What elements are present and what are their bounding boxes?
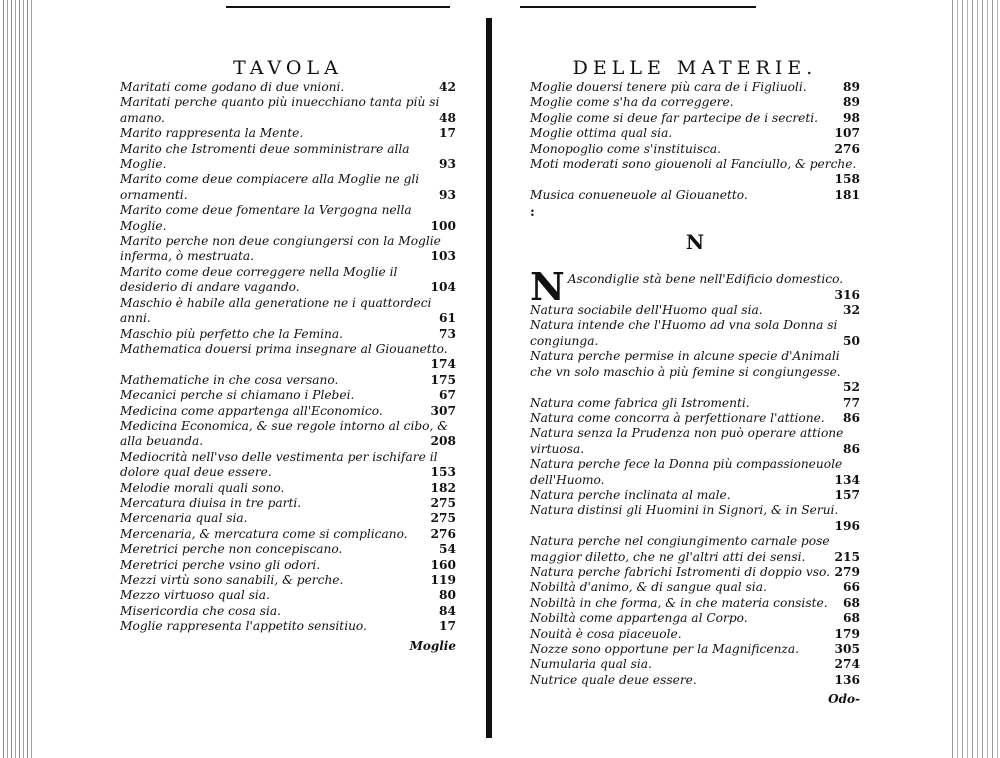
entry-page-number: 52 <box>843 380 860 395</box>
entry-page-number: 66 <box>843 580 860 595</box>
entry-page-number: 54 <box>439 542 456 557</box>
entry-text: Ascondiglie stà bene nell'Edificio domestico. <box>567 272 844 287</box>
entry-text: Medicina Economica, & sue regole intorno al cibo, & alla beuanda. <box>120 418 449 449</box>
entry-page-number: 274 <box>834 657 860 672</box>
entry-text: Nozze sono opportune per la Magnificenza. <box>530 642 799 656</box>
entry-page-number: 67 <box>439 388 456 403</box>
entry-text: Meretrici perche non concepiscano. <box>120 542 343 557</box>
entry-page-number: 77 <box>843 395 860 410</box>
running-head-right: DELLE MATERIE. <box>572 57 818 79</box>
index-list-right-n <box>530 318 860 688</box>
entry-page-number: 215 <box>834 549 860 564</box>
index-entry <box>530 80 860 95</box>
index-entry <box>530 488 860 503</box>
separator-mark: : <box>530 205 535 221</box>
entry-page-number: 32 <box>843 303 860 318</box>
entry-text: Maschio più perfetto che la Femina. <box>120 326 344 341</box>
index-entry <box>120 342 456 373</box>
entry-text: Natura perche nel congiungimento carnale pose maggior diletto, che ne gl'altri atti dei sensi. <box>530 534 830 564</box>
entry-text: Moti moderati sono giouenoli al Fanciullo, & perche. <box>530 157 857 172</box>
entry-text: Marito perche non deue congiungersi con la Moglie inferma, ò mestruata. <box>120 234 441 264</box>
entry-text: Mathematiche in che cosa versano. <box>120 372 339 387</box>
entry-page-number: 104 <box>430 280 456 295</box>
entry-page-number: 174 <box>430 357 456 372</box>
left-page <box>120 58 456 653</box>
index-entry <box>530 657 860 672</box>
index-entry <box>530 534 860 565</box>
entry-text: Marito come deue compiacere alla Moglie ne gli ornamenti. <box>120 172 420 202</box>
entry-text: Natura perche fabrichi Istromenti di doppio vso. <box>530 564 830 579</box>
catchword-left: Moglie <box>409 638 456 653</box>
entry-page-number: 86 <box>843 441 860 456</box>
top-rule-right <box>520 6 756 8</box>
right-page <box>530 58 860 706</box>
index-entry <box>530 642 860 657</box>
entry-text: Mercenaria qual sia. <box>120 511 248 526</box>
entry-text: Nobiltà d'animo, & di sangue qual sia. <box>530 580 767 595</box>
entry-text: Mercatura diuisa in tre parti. <box>120 495 302 510</box>
entry-page-number: 316 <box>834 287 860 302</box>
index-entry <box>120 327 456 342</box>
right-page-edge <box>948 0 1000 758</box>
entry-page-number: 208 <box>430 434 456 449</box>
index-entry <box>530 95 860 110</box>
n-section-opening <box>530 264 860 318</box>
index-entry <box>120 234 456 265</box>
entry-text: Mecanici perche si chiamano i Plebei. <box>120 388 355 403</box>
index-entry <box>120 573 456 588</box>
entry-page-number: 275 <box>430 511 456 526</box>
entry-text: Mezzo virtuoso qual sia. <box>120 588 270 603</box>
entry-text: Natura perche permise in alcune specie d'Animali che vn solo maschio à più femine si congiungesse. <box>530 349 841 379</box>
entry-page-number: 153 <box>430 465 456 480</box>
index-entry <box>530 111 860 126</box>
index-entry <box>120 511 456 526</box>
entry-text: Meretrici perche vsino gli odori. <box>120 557 321 572</box>
index-entry <box>120 296 456 327</box>
index-entry <box>530 627 860 642</box>
running-head-left: TAVOLA <box>233 57 343 79</box>
index-entry <box>530 426 860 457</box>
index-entry <box>120 80 456 95</box>
entry-page-number: 279 <box>834 564 860 579</box>
entry-text: Nobiltà in che forma, & in che materia consiste. <box>530 595 828 610</box>
entry-page-number: 103 <box>430 249 456 264</box>
entry-page-number: 179 <box>834 626 860 641</box>
entry-page-number: 42 <box>439 80 456 94</box>
index-entry <box>120 388 456 403</box>
entry-page-number: 100 <box>430 218 456 233</box>
entry-text: Numularia qual sia. <box>530 657 652 672</box>
entry-text: Monopoglio come s'instituisca. <box>530 141 722 156</box>
entry-text: Natura senza la Prudenza non può operare attione virtuosa. <box>530 426 844 456</box>
index-entry <box>120 265 456 296</box>
index-entry <box>120 542 456 557</box>
entry-page-number: 107 <box>834 126 860 141</box>
index-entry <box>530 457 860 488</box>
entry-text: Natura come concorra à perfettionare l'attione. <box>530 410 825 425</box>
left-page-edge <box>0 0 34 758</box>
entry-text: Nouità è cosa piaceuole. <box>530 626 682 641</box>
entry-page-number: 276 <box>430 526 456 541</box>
index-entry <box>530 126 860 141</box>
entry-text: Mathematica douersi prima insegnare al Giouanetto. <box>120 341 448 356</box>
drop-cap: N <box>530 264 565 310</box>
index-entry <box>530 565 860 580</box>
entry-page-number: 181 <box>834 187 860 202</box>
entry-page-number: 182 <box>430 480 456 495</box>
index-entry <box>120 419 456 450</box>
index-entry <box>530 411 860 426</box>
index-entry <box>120 527 456 542</box>
index-entry <box>120 481 456 496</box>
n-first-entries <box>530 264 860 318</box>
section-letter-n: N <box>685 230 705 255</box>
entry-page-number: 158 <box>834 172 860 187</box>
index-list-left <box>120 80 456 635</box>
entry-text: Maschio è habile alla generatione ne i quattordeci anni. <box>120 295 432 326</box>
index-entry <box>120 373 456 388</box>
entry-page-number: 276 <box>834 141 860 156</box>
entry-text: Maritati come godano di due vnioni. <box>120 80 345 94</box>
entry-page-number: 157 <box>834 487 860 502</box>
entry-page-number: 84 <box>439 603 456 618</box>
entry-text: Musica conueneuole al Giouanetto. <box>530 187 748 202</box>
entry-page-number: 89 <box>843 80 860 94</box>
index-entry <box>530 318 860 349</box>
entry-page-number: 68 <box>843 611 860 626</box>
entry-text: Moglie come s'ha da correggere. <box>530 95 734 110</box>
entry-page-number: 68 <box>843 595 860 610</box>
entry-text: Natura perche fece la Donna più compassioneuole dell'Huomo. <box>530 457 843 487</box>
entry-page-number: 17 <box>439 619 456 634</box>
index-entry <box>120 142 456 173</box>
entry-page-number: 119 <box>430 573 456 587</box>
index-entry <box>530 596 860 611</box>
index-entry <box>120 450 456 481</box>
entry-text: Melodie morali quali sono. <box>120 480 285 495</box>
entry-text: Mediocrità nell'vso delle vestimenta per ischifare il dolore qual deue essere. <box>120 449 438 480</box>
index-entry <box>530 303 860 318</box>
index-entry <box>120 496 456 511</box>
index-list-right-m <box>530 80 860 203</box>
index-entry <box>120 126 456 141</box>
entry-text: Marito rappresenta la Mente. <box>120 126 304 141</box>
index-entry <box>120 588 456 603</box>
entry-text: Misericordia che cosa sia. <box>120 603 282 618</box>
entry-page-number: 93 <box>439 157 456 172</box>
top-rule-left <box>226 6 450 8</box>
entry-text: Nutrice quale deue essere. <box>530 672 697 687</box>
entry-text: Marito che Istromenti deue somministrare alla Moglie. <box>120 141 410 172</box>
entry-page-number: 86 <box>843 410 860 425</box>
index-entry <box>120 203 456 234</box>
entry-text: Mezzi virtù sono sanabili, & perche. <box>120 573 344 587</box>
catchword-right: Odo- <box>828 692 860 707</box>
entry-text: Mercenaria, & mercatura come si complicano. <box>120 526 408 541</box>
entry-text: Marito come deue fomentare la Vergogna nella Moglie. <box>120 203 412 233</box>
entry-page-number: 17 <box>439 126 456 141</box>
entry-page-number: 160 <box>430 557 456 572</box>
index-entry <box>530 349 860 395</box>
entry-text: Moglie rappresenta l'appetito sensitiuo. <box>120 619 367 634</box>
entry-text: Nobiltà come appartenga al Corpo. <box>530 611 748 626</box>
entry-text: Natura intende che l'Huomo ad vna sola Donna si congiunga. <box>530 318 838 348</box>
entry-page-number: 305 <box>834 642 860 656</box>
entry-text: Natura sociabile dell'Huomo qual sia. <box>530 303 763 318</box>
entry-page-number: 307 <box>430 403 456 418</box>
entry-page-number: 89 <box>843 95 860 110</box>
index-entry <box>120 619 456 634</box>
index-entry <box>530 673 860 688</box>
entry-text: Marito come deue correggere nella Moglie il desiderio di andare vagando. <box>120 264 398 295</box>
entry-text: Moglie come si deue far partecipe de i secreti. <box>530 110 819 125</box>
entry-page-number: 98 <box>843 110 860 125</box>
entry-page-number: 48 <box>439 110 456 125</box>
entry-page-number: 93 <box>439 187 456 202</box>
index-entry <box>120 558 456 573</box>
index-entry <box>530 503 860 534</box>
index-entry <box>530 611 860 626</box>
entry-text: Natura perche inclinata al male. <box>530 487 731 502</box>
entry-page-number: 80 <box>439 588 456 603</box>
entry-page-number: 73 <box>439 326 456 341</box>
entry-text: Medicina come appartenga all'Economico. <box>120 403 383 418</box>
entry-text: Maritati perche quanto più inuecchiano tanta più si amano. <box>120 95 440 125</box>
index-entry <box>530 264 860 310</box>
index-entry <box>530 580 860 595</box>
index-entry <box>120 404 456 419</box>
entry-text: Moglie ottima qual sia. <box>530 126 673 141</box>
entry-text: Natura come fabrica gli Istromenti. <box>530 395 750 410</box>
book-gutter <box>486 18 492 738</box>
index-entry <box>530 188 860 203</box>
index-entry <box>120 604 456 619</box>
entry-page-number: 175 <box>430 372 456 387</box>
entry-page-number: 134 <box>834 472 860 487</box>
entry-page-number: 136 <box>834 672 860 687</box>
entry-page-number: 50 <box>843 333 860 348</box>
index-entry <box>530 142 860 157</box>
entry-text: Moglie douersi tenere più cara de i Figliuoli. <box>530 80 807 94</box>
entry-page-number: 275 <box>430 495 456 510</box>
index-entry <box>530 396 860 411</box>
index-entry <box>120 172 456 203</box>
entry-page-number: 196 <box>834 518 860 533</box>
index-entry <box>120 95 456 126</box>
entry-page-number: 61 <box>439 311 456 326</box>
entry-text: Natura distinsi gli Huomini in Signori, & in Serui. <box>530 503 839 518</box>
index-entry <box>530 157 860 188</box>
